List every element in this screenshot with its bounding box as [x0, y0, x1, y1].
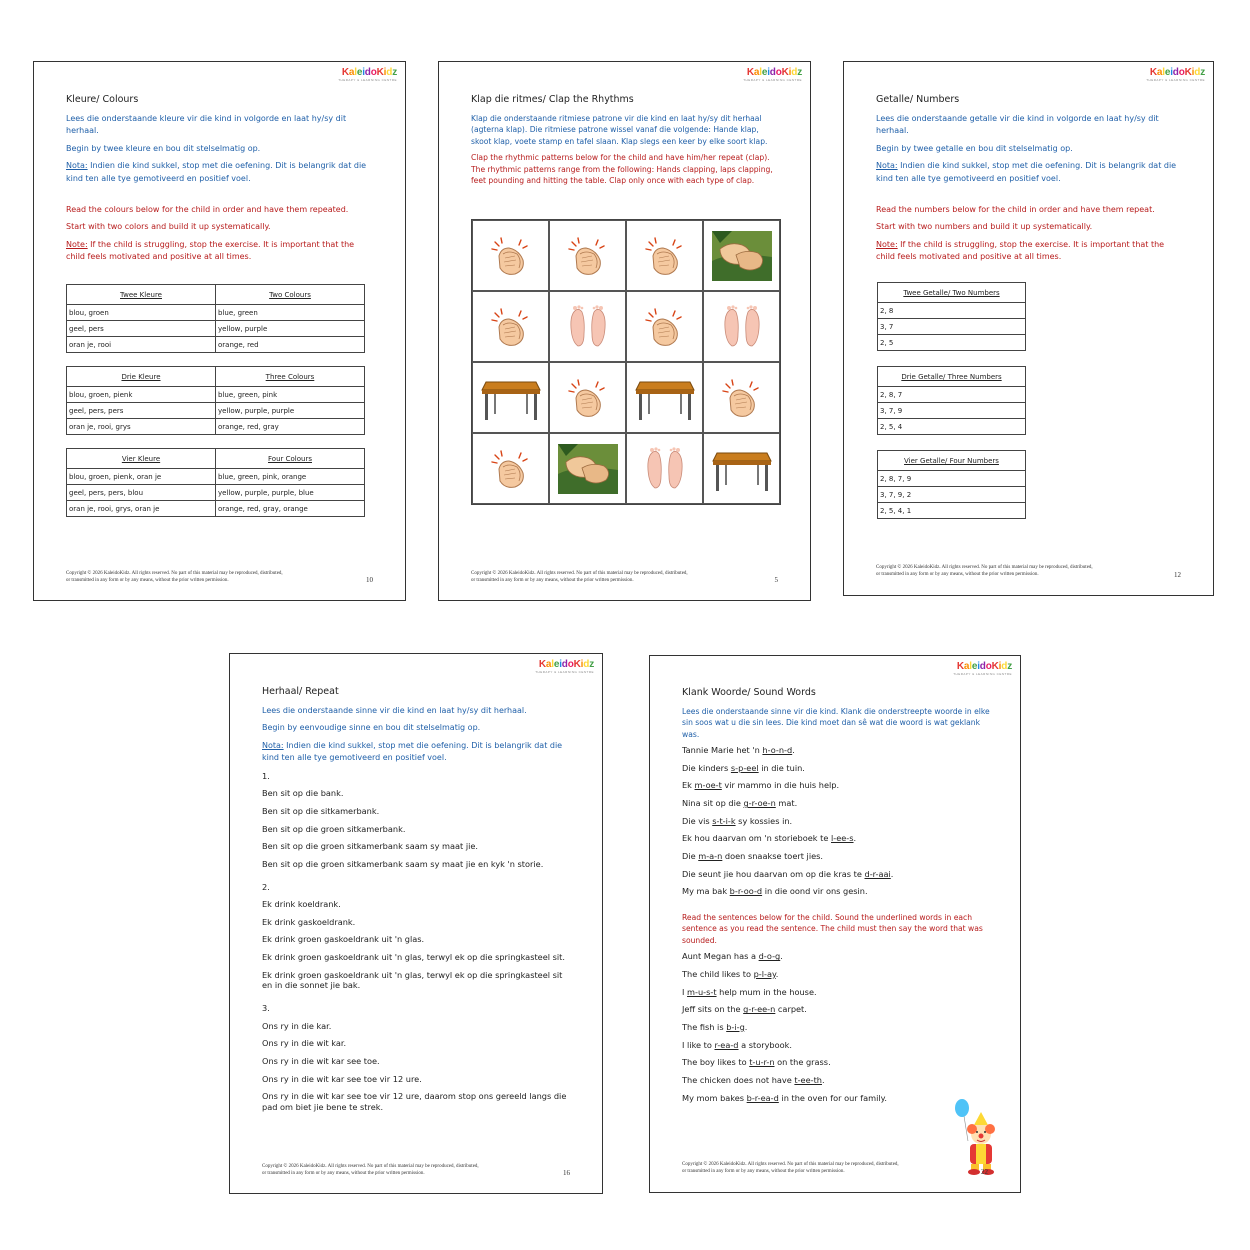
page-number: 12	[1174, 571, 1181, 579]
clapping-hands-icon	[566, 376, 610, 420]
brand-letter: K	[341, 67, 349, 78]
table-header: Twee Getalle/ Two Numbers	[878, 283, 1026, 303]
page-title: Herhaal/ Repeat	[262, 686, 339, 697]
table-cell: orange, red	[216, 337, 365, 353]
sound-sentence	[682, 798, 990, 809]
brand-letter: a	[545, 659, 552, 670]
sound-sentence	[682, 851, 990, 862]
sentence-text: in die tuin.	[758, 762, 805, 773]
brand-wordmark	[743, 68, 802, 78]
sounded-word: m-a-n	[698, 851, 723, 862]
table-row	[878, 471, 1026, 487]
table-cell: blou, groen, pienk, oran je	[67, 469, 216, 485]
sentence-text: The chicken does not have	[682, 1074, 795, 1085]
instruction-en: Start with two numbers and build it up systematically.	[876, 222, 1093, 232]
brand-tagline: THERAPY & LEARNING CENTRE	[1146, 78, 1205, 82]
sentence-text: I	[682, 986, 688, 997]
brand-letter: l	[354, 67, 357, 78]
rhythm-cell-hands	[703, 362, 780, 433]
rhythm-cell-lap	[703, 220, 780, 291]
worksheet-page-rhythms	[438, 61, 811, 601]
brand-wordmark	[535, 660, 594, 670]
rhythm-cell-table	[626, 362, 703, 433]
page-title: Kleure/ Colours	[66, 94, 139, 105]
table-header: Vier Getalle/ Four Numbers	[878, 451, 1026, 471]
sounded-word: t-u-r-n	[749, 1057, 775, 1068]
note-en: Note: If the child is struggling, stop the exercise. It is important that the child feels motivated and positive at all times.	[876, 239, 1165, 262]
rhythm-cell-hands	[626, 291, 703, 362]
brand-letter: d	[364, 67, 371, 78]
brand-logo	[743, 68, 802, 82]
brand-letter: d	[769, 67, 776, 78]
repeat-sentence: Ons ry in die wit kar see toe vir 12 ure, daarom stop ons gereeld langs die pad om biet jie bene te strek.	[262, 1091, 567, 1113]
brand-letter: o	[985, 661, 992, 672]
instruction-en: Read the colours below for the child in order and have them repeated.	[66, 204, 349, 214]
worksheet-page-repeat	[229, 653, 603, 1194]
sentence-text: Ek hou daarvan om 'n storieboek te	[682, 833, 831, 844]
brand-letter: i	[1170, 67, 1173, 78]
group-number: 1.	[262, 770, 270, 781]
clapping-hands-icon	[489, 234, 533, 278]
table-icon	[711, 445, 773, 493]
brand-wordmark	[338, 68, 397, 78]
table-cell: yellow, purple, purple	[216, 403, 365, 419]
table-cell: yellow, purple, purple, blue	[216, 485, 365, 501]
table-row	[67, 337, 365, 353]
brand-letter: l	[1162, 67, 1165, 78]
sentence-text: sy kossies in.	[735, 815, 793, 826]
rhythm-cell-hands	[472, 291, 549, 362]
table-header: Three Colours	[216, 367, 365, 387]
sounded-word: s-p-eel	[730, 762, 759, 773]
instruction-af: Begin by twee kleure en bou dit stelselmatig op.	[66, 143, 261, 153]
rhythm-cell-feet	[549, 291, 626, 362]
sounded-word: p-l-ay	[753, 968, 776, 979]
brand-letter: K	[573, 659, 581, 670]
sentence-text: in the oven for our family.	[778, 1092, 887, 1103]
repeat-sentence: Ben sit op die sitkamerbank.	[262, 805, 380, 816]
table-cell: yellow, purple	[216, 321, 365, 337]
lap-clap-icon	[558, 444, 618, 494]
table-cell: 3, 7	[878, 319, 1026, 335]
table-header: Drie Kleure	[67, 367, 216, 387]
number-table	[877, 366, 1026, 435]
table-cell: 2, 5, 4, 1	[878, 503, 1026, 519]
rhythm-cell-hands	[549, 220, 626, 291]
clapping-hands-icon	[489, 447, 533, 491]
brand-letter: l	[551, 659, 554, 670]
table-cell: oran je, rooi	[67, 337, 216, 353]
repeat-sentence: Ben sit op die bank.	[262, 788, 344, 799]
rhythm-cell-table	[703, 433, 780, 504]
instruction-en: Clap the rhythmic patterns below for the child and have him/her repeat (clap). The rhythmic patterns range from the following: Hands clapping, laps clapping, feet pounding and hitting the table. Clap only once with each type of clap.	[471, 153, 773, 185]
table-cell: oran je, rooi, grys, oran je	[67, 501, 216, 517]
page-title: Klap die ritmes/ Clap the Rhythms	[471, 94, 634, 105]
instruction-af: Lees die onderstaande kleure vir die kind in volgorde en laat hy/sy dit herhaal.	[66, 114, 347, 136]
note-af: Nota: Indien die kind sukkel, stop met die oefening. Dit is belangrik dat die kind ten alle tye gemotiveerd en positief voel.	[66, 161, 367, 183]
brand-tagline: THERAPY & LEARNING CENTRE	[338, 78, 397, 82]
table-header: Four Colours	[216, 449, 365, 469]
table-cell: geel, pers, pers	[67, 403, 216, 419]
rhythm-cell-hands	[549, 362, 626, 433]
table-row	[878, 319, 1026, 335]
sentence-text: My ma bak	[682, 886, 730, 897]
brand-letter: K	[1184, 67, 1192, 78]
sound-sentence	[682, 1022, 990, 1033]
brand-letter: e	[1164, 67, 1171, 78]
brand-letter: l	[969, 661, 972, 672]
instruction-af: Lees die onderstaande sinne vir die kind. Klank die onderstreepte woorde in elke sin soos wat u die sin lees. Die kind moet dan sê wat die woord is wat geklank was.	[682, 707, 990, 739]
sound-sentence	[682, 1004, 990, 1015]
repeat-sentence: Ons ry in die wit kar see toe vir 12 ure.	[262, 1073, 422, 1084]
instruction-en: Start with two colors and build it up systematically.	[66, 222, 271, 232]
brand-tagline: THERAPY & LEARNING CENTRE	[953, 672, 1012, 676]
sound-sentence	[682, 1057, 990, 1068]
sentence-text: My mom bakes	[682, 1092, 747, 1103]
table-cell: oran je, rooi, grys	[67, 419, 216, 435]
table-row	[878, 403, 1026, 419]
sound-sentence	[682, 763, 990, 774]
sentence-text: Die	[682, 851, 699, 862]
repeat-sentence: Ek drink gaskoeldrank.	[262, 916, 356, 927]
worksheet-page-colours	[33, 61, 406, 601]
table-row	[878, 303, 1026, 319]
note-en: Note: If the child is struggling, stop the exercise. It is important that the child feels motivated and positive at all times.	[66, 239, 355, 262]
sound-sentence	[682, 745, 990, 756]
rhythm-cell-hands	[626, 220, 703, 291]
rhythm-cell-lap	[549, 433, 626, 504]
repeat-sentence: Ons ry in die wit kar see toe.	[262, 1056, 380, 1067]
table-cell: blue, green, pink, orange	[216, 469, 365, 485]
clapping-hands-icon	[720, 376, 764, 420]
sentence-text: doen snaakse toert jies.	[722, 851, 823, 862]
brand-tagline: THERAPY & LEARNING CENTRE	[535, 670, 594, 674]
table-cell: 3, 7, 9, 2	[878, 487, 1026, 503]
rhythm-grid	[471, 219, 781, 505]
copyright: Copyright © 2026 KaleidoKidz. All rights reserved. No part of this material may be reproduced, distributed, or transmitted in any form or by any means, without the prior written permission.	[876, 565, 1093, 577]
sentence-text: I like to	[682, 1039, 715, 1050]
brand-letter: i	[998, 661, 1002, 672]
repeat-sentence: Ek drink groen gaskoeldrank uit 'n glas, terwyl ek op die springkasteel sit en in die sonnet jie bak.	[262, 969, 563, 991]
repeat-sentence: Ek drink groen gaskoeldrank uit 'n glas.	[262, 934, 425, 945]
sound-sentence	[682, 1075, 990, 1086]
table-row	[67, 305, 365, 321]
sentence-text: .	[792, 745, 795, 756]
table-cell: 2, 5	[878, 335, 1026, 351]
page-title: Klank Woorde/ Sound Words	[682, 687, 816, 698]
table-row	[878, 387, 1026, 403]
brand-letter: z	[589, 659, 594, 670]
table-cell: blue, green, pink	[216, 387, 365, 403]
brand-letter: i	[788, 67, 792, 78]
table-header: Vier Kleure	[67, 449, 216, 469]
colour-tables	[66, 284, 365, 530]
instruction-af: Begin by twee getalle en bou dit stelselmatig op.	[876, 143, 1073, 153]
clapping-hands-icon	[489, 305, 533, 349]
worksheet-page-sound-words	[649, 655, 1021, 1193]
sentence-text: .	[853, 833, 857, 844]
brand-tagline: THERAPY & LEARNING CENTRE	[743, 78, 802, 82]
bare-feet-icon	[566, 302, 610, 352]
table-cell: 3, 7, 9	[878, 403, 1026, 419]
table-header: Twee Kleure	[67, 285, 216, 305]
sounded-word: t-ee-th	[794, 1074, 822, 1085]
brand-logo	[535, 660, 594, 674]
brand-letter: K	[781, 67, 789, 78]
table-row	[67, 485, 365, 501]
sound-sentence	[682, 1040, 990, 1051]
sounded-word: m-oe-t	[694, 780, 722, 791]
page-number: 16	[563, 1169, 570, 1177]
sound-sentence	[682, 869, 990, 880]
sentence-text: Die vis	[682, 815, 713, 826]
sentence-text: The boy likes to	[682, 1057, 750, 1068]
sentence-text: help mum in the house.	[716, 986, 817, 997]
table-cell: blue, green	[216, 305, 365, 321]
copyright: Copyright © 2026 KaleidoKidz. All rights reserved. No part of this material may be reproduced, distributed, or transmitted in any form or by any means, without the prior written permission.	[262, 1164, 479, 1176]
sounded-word: b-r-ea-d	[746, 1092, 779, 1103]
sentence-text: .	[890, 868, 894, 879]
brand-letter: e	[356, 67, 363, 78]
sentence-text: Ek	[682, 780, 695, 791]
sentence-text: The fish is	[682, 1021, 727, 1032]
brand-letter: i	[580, 659, 584, 670]
brand-letter: i	[1191, 67, 1195, 78]
brand-letter: e	[761, 67, 768, 78]
sound-sentences-af	[682, 745, 990, 897]
table-row	[67, 403, 365, 419]
repeat-sentence-groups	[262, 771, 572, 1113]
brand-wordmark	[953, 662, 1012, 672]
number-table	[877, 450, 1026, 519]
group-number: 2.	[262, 881, 270, 892]
table-header: Drie Getalle/ Three Numbers	[878, 367, 1026, 387]
table-row	[67, 321, 365, 337]
instruction-en: Read the numbers below for the child in order and have them repeat.	[876, 204, 1155, 214]
repeat-sentence: Ons ry in die kar.	[262, 1020, 332, 1031]
sentence-text: in die oond vir ons gesin.	[762, 886, 868, 897]
sentence-text: Aunt Megan has a	[682, 951, 759, 962]
note-af: Nota: Indien die kind sukkel, stop met die oefening. Dit is belangrik dat die kind ten alle tye gemotiveerd en positief voel.	[262, 740, 563, 763]
table-cell: orange, red, gray, orange	[216, 501, 365, 517]
table-row	[67, 501, 365, 517]
sentence-text: .	[821, 1074, 825, 1085]
sentence-text: a storybook.	[738, 1039, 792, 1050]
instruction-af: Lees die onderstaande sinne vir die kind en laat hy/sy dit herhaal.	[262, 706, 527, 715]
brand-letter: o	[775, 67, 782, 78]
sounded-word: r-ea-d	[714, 1039, 739, 1050]
brand-letter: o	[567, 659, 574, 670]
table-row	[878, 419, 1026, 435]
brand-letter: i	[362, 67, 365, 78]
brand-letter: z	[392, 67, 397, 78]
instruction-af: Begin by eenvoudige sinne en bou dit stelselmatig op.	[262, 723, 481, 733]
brand-letter: z	[1200, 67, 1205, 78]
brand-letter: o	[370, 67, 377, 78]
table-cell: 2, 5, 4	[878, 419, 1026, 435]
brand-letter: K	[376, 67, 384, 78]
copyright: Copyright © 2026 KaleidoKidz. All rights reserved. No part of this material may be reproduced, distributed, or transmitted in any form or by any means, without the prior written permission.	[66, 571, 283, 583]
brand-wordmark	[1146, 68, 1205, 78]
sound-sentences-en	[682, 951, 990, 1103]
sentence-text: The child likes to	[682, 968, 754, 979]
note-af: Nota: Indien die kind sukkel, stop met die oefening. Dit is belangrik dat die kind ten alle tye gemotiveerd en positief voel.	[876, 161, 1177, 183]
repeat-sentence: Ben sit op die groen sitkamerbank saam sy maat jie en kyk 'n storie.	[262, 858, 544, 869]
sounded-word: m-u-s-t	[687, 986, 717, 997]
brand-letter: z	[797, 67, 802, 78]
sentence-text: Jeff sits on the	[682, 1004, 744, 1015]
brand-letter: i	[559, 659, 562, 670]
clapping-hands-icon	[643, 305, 687, 349]
page-number: 22	[981, 1168, 988, 1176]
table-icon	[480, 374, 542, 422]
table-cell: blou, groen	[67, 305, 216, 321]
repeat-sentence: Ons ry in die wit kar.	[262, 1038, 347, 1049]
brand-letter: K	[538, 659, 546, 670]
sound-sentence	[682, 780, 990, 791]
brand-letter: d	[791, 67, 798, 78]
sound-sentence	[682, 969, 990, 980]
repeat-sentence: Ben sit op die groen sitkamerbank.	[262, 823, 406, 834]
sounded-word: h-o-n-d	[762, 745, 793, 756]
page-number: 10	[366, 576, 373, 584]
table-row	[67, 387, 365, 403]
sounded-word: d-r-aai	[864, 868, 891, 879]
bare-feet-icon	[643, 444, 687, 494]
brand-logo	[1146, 68, 1205, 82]
brand-letter: a	[348, 67, 355, 78]
colour-table	[66, 366, 365, 435]
instruction-af: Lees die onderstaande getalle vir die kind in volgorde en laat hy/sy dit herhaal.	[876, 114, 1159, 136]
brand-letter: d	[1001, 661, 1008, 672]
brand-letter: z	[1007, 661, 1012, 672]
clapping-hands-icon	[643, 234, 687, 278]
brand-letter: e	[553, 659, 560, 670]
brand-letter: i	[977, 661, 980, 672]
brand-logo	[953, 662, 1012, 676]
brand-letter: d	[979, 661, 986, 672]
brand-letter: a	[963, 661, 970, 672]
table-cell: geel, pers, pers, blou	[67, 485, 216, 501]
sound-sentence	[682, 987, 990, 998]
sentence-text: mat.	[775, 798, 798, 809]
sentence-text: .	[780, 951, 783, 962]
brand-letter: i	[767, 67, 770, 78]
repeat-sentence: Ek drink groen gaskoeldrank uit 'n glas, terwyl ek op die springkasteel sit.	[262, 952, 565, 963]
rhythm-cell-hands	[472, 433, 549, 504]
sounded-word: s-t-i-k	[712, 815, 736, 826]
clapping-hands-icon	[566, 234, 610, 278]
number-tables	[877, 282, 1026, 534]
table-row	[67, 419, 365, 435]
brand-letter: K	[746, 67, 754, 78]
table-row	[67, 469, 365, 485]
table-cell: orange, red, gray	[216, 419, 365, 435]
brand-letter: K	[991, 661, 999, 672]
number-table	[877, 282, 1026, 351]
repeat-sentence: Ek drink koeldrank.	[262, 899, 341, 910]
table-cell: 2, 8, 7	[878, 387, 1026, 403]
sentence-text: carpet.	[775, 1004, 807, 1015]
table-cell: blou, groen, pienk	[67, 387, 216, 403]
sentence-text: Die kinders	[682, 762, 731, 773]
brand-letter: a	[1156, 67, 1163, 78]
brand-letter: o	[1178, 67, 1185, 78]
sounded-word: l-ee-s	[831, 833, 854, 844]
colour-table	[66, 284, 365, 353]
brand-letter: i	[383, 67, 387, 78]
sounded-word: b-i-g	[726, 1021, 745, 1032]
page-title: Getalle/ Numbers	[876, 94, 960, 105]
instruction-af: Klap die onderstaande ritmiese patrone vir die kind en laat hy/sy dit herhaal (agterna klap). Die ritmiese patrone wissel vanaf die volgende: Hande klap, skoot klap, voete stamp en tafel slaan. Klap slegs een keer by elke soort klap.	[471, 114, 768, 146]
copyright: Copyright © 2026 KaleidoKidz. All rights reserved. No part of this material may be reproduced, distributed, or transmitted in any form or by any means, without the prior written permission.	[471, 571, 688, 583]
worksheet-page-numbers	[843, 61, 1214, 596]
table-header: Two Colours	[216, 285, 365, 305]
brand-letter: a	[753, 67, 760, 78]
rhythm-cell-feet	[626, 433, 703, 504]
copyright: Copyright © 2026 KaleidoKidz. All rights reserved. No part of this material may be reproduced, distributed, or transmitted in any form or by any means, without the prior written permission.	[682, 1162, 899, 1174]
sounded-word: b-r-oo-d	[729, 886, 763, 897]
brand-letter: K	[956, 661, 964, 672]
sounded-word: g-r-oe-n	[743, 798, 776, 809]
sound-sentence	[682, 816, 990, 827]
sounded-word: d-o-g	[758, 951, 781, 962]
colour-table	[66, 448, 365, 517]
sentence-text: Tannie Marie het 'n	[682, 745, 763, 756]
sentence-text: .	[744, 1021, 748, 1032]
brand-logo	[338, 68, 397, 82]
instruction-en: Read the sentences below for the child. Sound the underlined words in each sentence as you read the sentence. The child must then say the word that was sounded.	[682, 913, 983, 945]
brand-letter: d	[1194, 67, 1201, 78]
sentence-text: Die seunt jie hou daarvan om op die kras te	[682, 868, 865, 879]
bare-feet-icon	[720, 302, 764, 352]
repeat-sentence: Ben sit op die groen sitkamerbank saam sy maat jie.	[262, 841, 479, 852]
sentence-text: vir mammo in die huis help.	[721, 780, 840, 791]
rhythm-cell-table	[472, 362, 549, 433]
group-number: 3.	[262, 1003, 270, 1014]
sound-sentence	[682, 951, 990, 962]
table-cell: 2, 8, 7, 9	[878, 471, 1026, 487]
brand-letter: d	[386, 67, 393, 78]
brand-letter: d	[583, 659, 590, 670]
sound-sentence	[682, 1093, 990, 1104]
table-row	[878, 503, 1026, 519]
sounded-word: g-r-ee-n	[743, 1004, 776, 1015]
page-number: 5	[774, 576, 778, 584]
brand-letter: l	[759, 67, 762, 78]
table-cell: geel, pers	[67, 321, 216, 337]
table-cell: 2, 8	[878, 303, 1026, 319]
sentence-text: Nina sit op die	[682, 798, 744, 809]
table-icon	[634, 374, 696, 422]
sentence-text: .	[775, 968, 779, 979]
brand-letter: K	[1149, 67, 1157, 78]
brand-letter: e	[971, 661, 978, 672]
brand-letter: d	[561, 659, 568, 670]
table-row	[878, 335, 1026, 351]
rhythm-cell-hands	[472, 220, 549, 291]
sentence-text: on the grass.	[774, 1057, 831, 1068]
table-row	[878, 487, 1026, 503]
sound-sentence	[682, 833, 990, 844]
sound-sentence	[682, 886, 990, 897]
lap-clap-icon	[712, 231, 772, 281]
rhythm-cell-feet	[703, 291, 780, 362]
brand-letter: d	[1172, 67, 1179, 78]
